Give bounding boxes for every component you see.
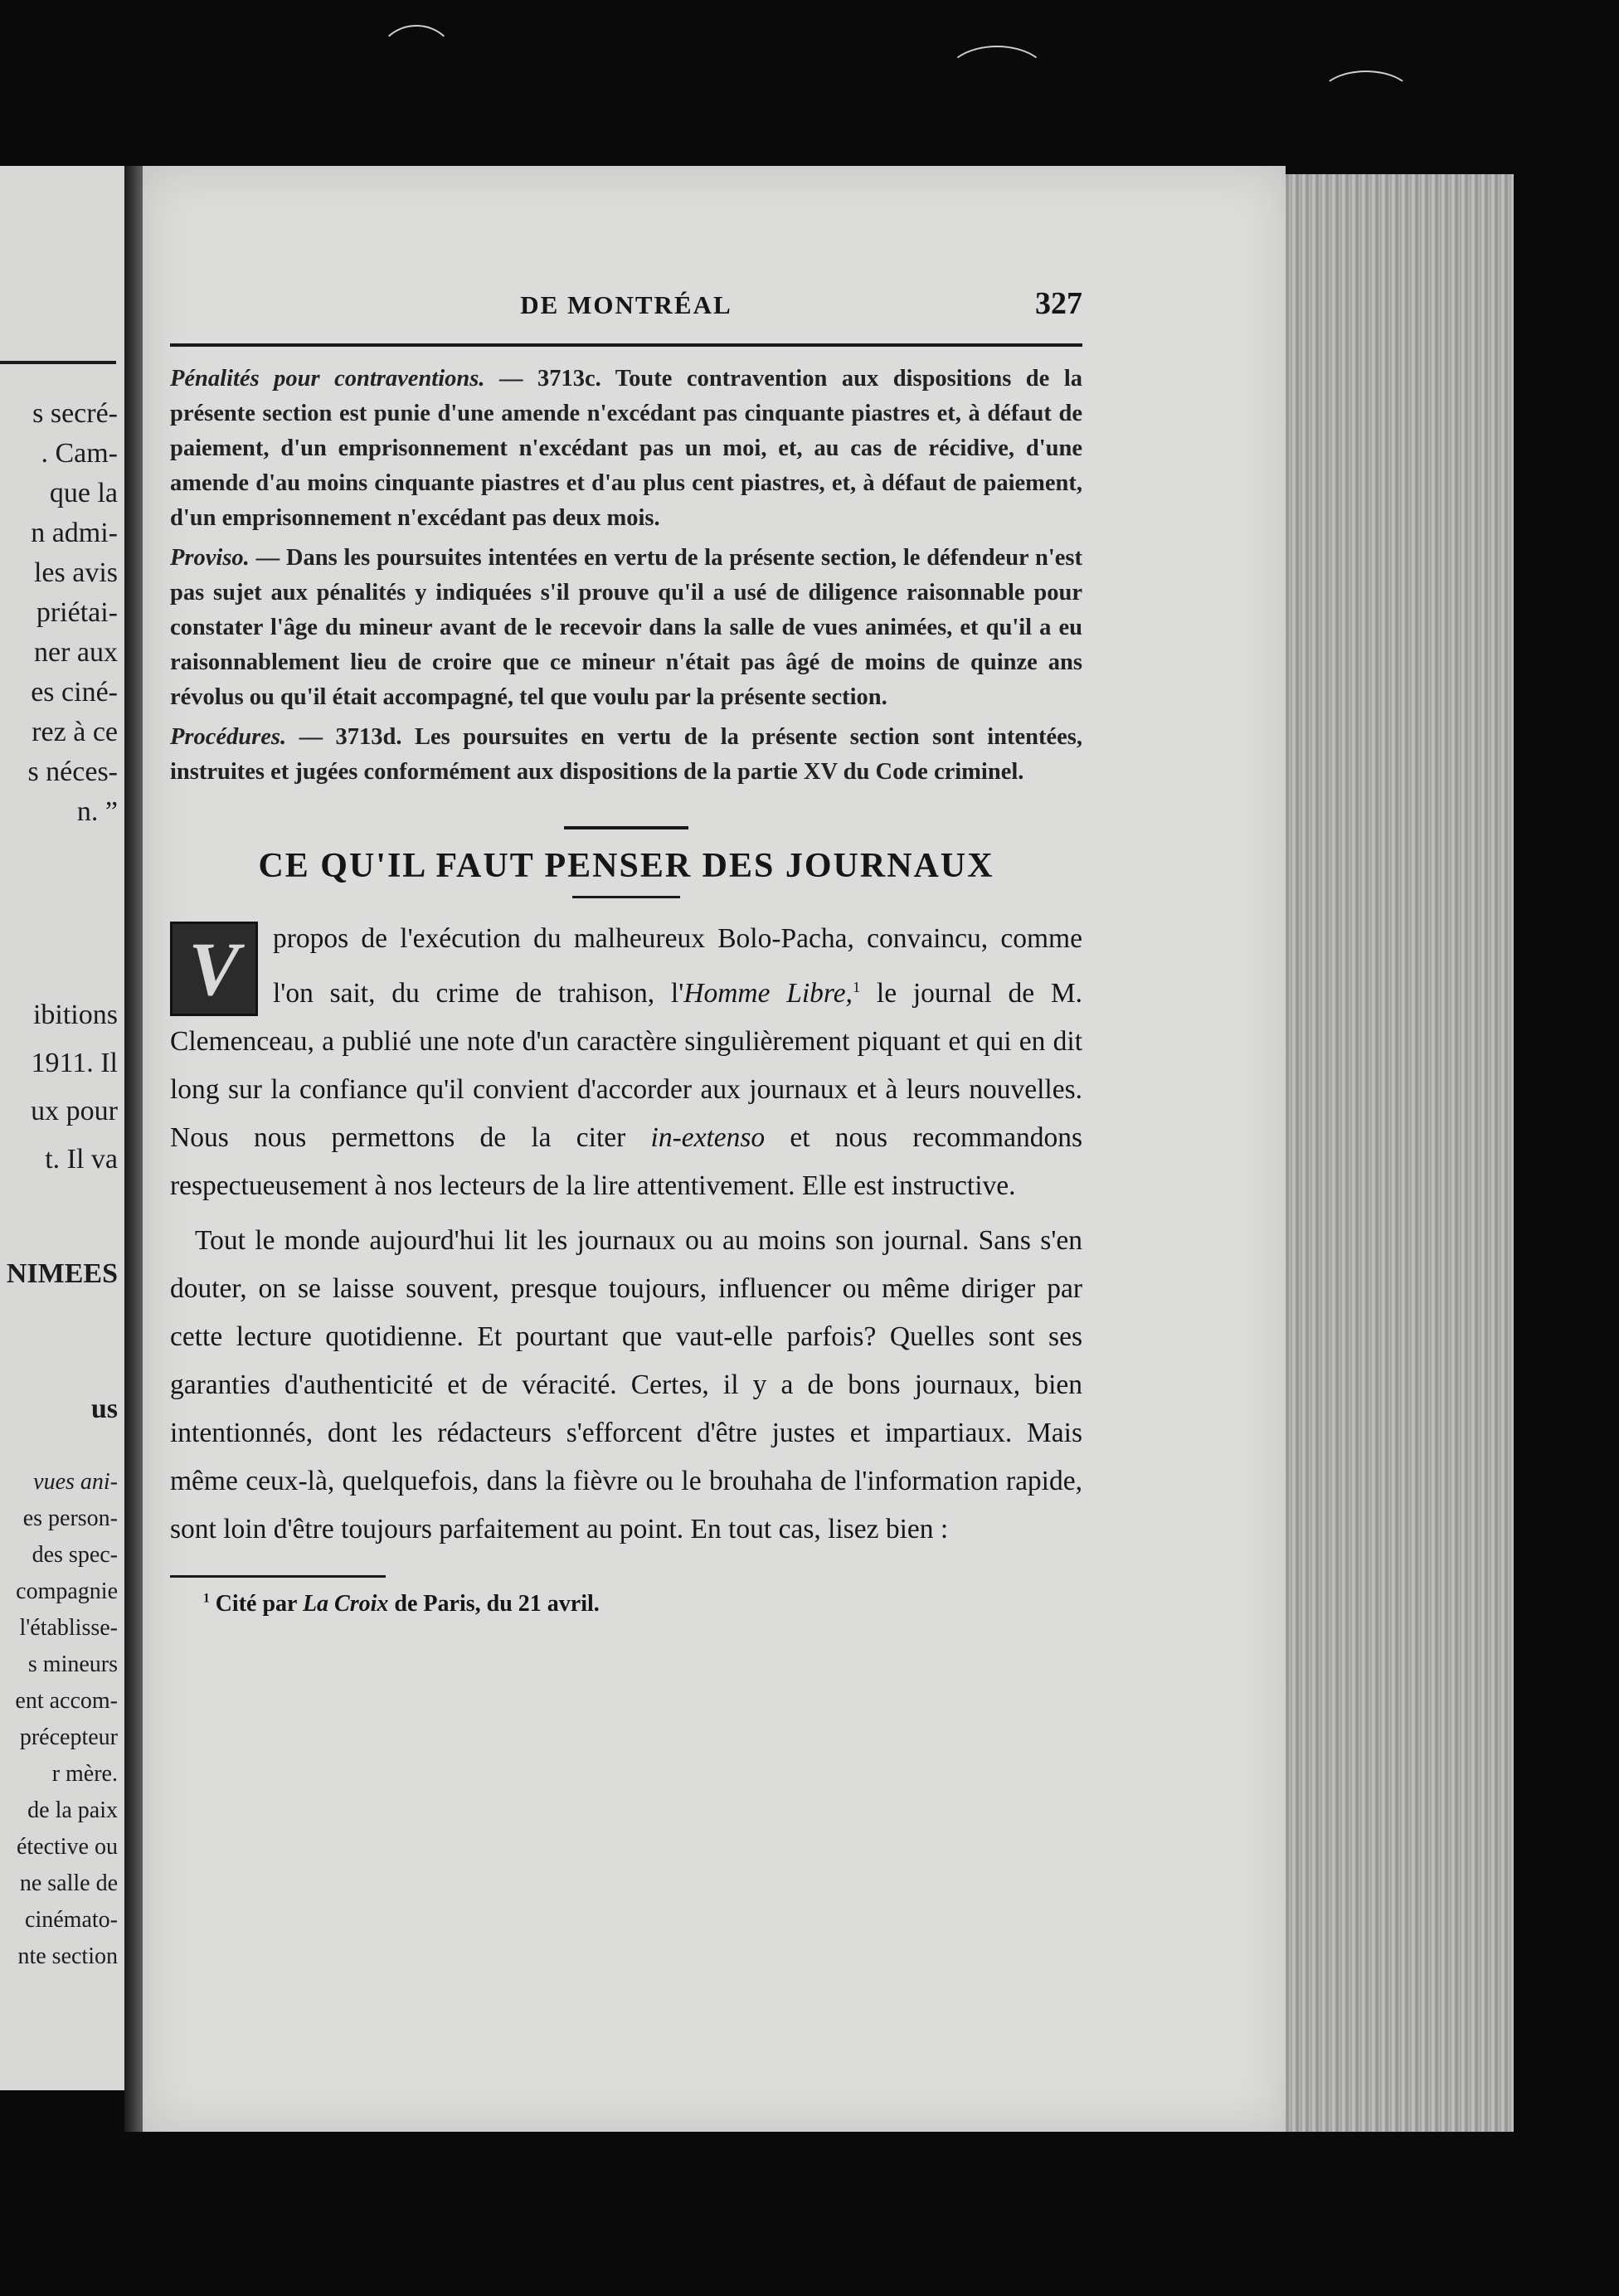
footnote-reference: 1 [852, 979, 861, 995]
left-fragment: les avis [33, 557, 118, 588]
footnote-marker: 1 [203, 1591, 210, 1606]
left-fragment: t. Il va [45, 1144, 118, 1175]
film-scratch [377, 25, 455, 95]
page-number: 327 [1035, 286, 1082, 321]
footnote-text: Cité par [209, 1591, 303, 1617]
left-fragment: us [90, 1394, 118, 1424]
left-fragment: n. ” [76, 796, 118, 827]
left-fragment: l'établisse- [19, 1615, 118, 1641]
left-fragment: s néces- [27, 756, 118, 787]
left-facing-page [0, 166, 128, 2090]
left-fragment: r mère. [51, 1761, 118, 1787]
initial-letter: V [188, 927, 240, 1011]
body-text: propos de l'exécution du malheureux Bolo-Pacha, convaincu, comme l'on sait, du crime de trahison, l' [273, 923, 1082, 1009]
left-fragment: . Cam- [41, 438, 118, 469]
proviso-paragraph [170, 541, 1082, 715]
paragraph-lead: Pénalités pour contraventions. [170, 366, 485, 392]
body-paragraph [170, 915, 1082, 1210]
body-text: et nous recommandons respectueusement à nos lecteurs de la lire attentivement. Elle est instructive. [170, 1122, 1082, 1202]
decorative-initial [170, 922, 258, 1016]
paragraph-lead: Proviso. [170, 545, 250, 571]
left-fragment: des spec- [32, 1542, 118, 1568]
latin-phrase: in-extenso [650, 1122, 766, 1154]
body-paragraph: Tout le monde aujourd'hui lit les journaux ou au moins son journal. Sans s'en douter, on se laisse souvent, presque toujours, influencer ou même diriger par cette lecture quotidienne. Et pourtant que vaut-elle parfois? Quelles sont ses garanties d'authenticité et de véracité. Certes, il y a de bons journaux, bien intentionnés, dont les rédacteurs s'efforcent d'être justes et impartiaux. Mais même ceux-là, quelquefois, dans la fièvre ou le brouhaha de l'information rapide, sont loin d'être toujours parfaitement au point. En tout cas, lisez bien : [170, 1225, 1082, 1545]
paragraph-text: — Dans les poursuites intentées en vertu de la présente section, le défendeur n'est pas sujet aux pénalités y indiquées s'il prouve qu'il a usé de diligence raisonnable pour constater l'âge du mineur avant de le recevoir dans la salle de vues animées, et qu'il a eu raisonnablement lieu de croire que ce mineur n'était pas âgé de moins de quinze ans révolus ou qu'il était accompagné, tel que voulu par la présente section. [170, 545, 1082, 710]
left-fragment: s mineurs [27, 1651, 118, 1677]
left-fragment: priétai- [36, 597, 118, 628]
newspaper-name: Homme Libre, [683, 978, 853, 1009]
header-rule [170, 343, 1082, 347]
left-fragment: ner aux [33, 637, 118, 668]
paragraph-lead: Procédures. [170, 724, 287, 750]
left-fragment: de la paix [27, 1797, 118, 1823]
section-title: CE QU'IL FAUT PENSER DES JOURNAUX [258, 847, 994, 885]
left-fragment: ne salle de [19, 1870, 118, 1896]
left-fragment: cinémato- [25, 1907, 118, 1933]
left-page-rule [0, 361, 116, 364]
footnote [203, 1591, 1082, 1617]
running-title: DE MONTRÉAL [520, 290, 732, 319]
left-fragment: es ciné- [31, 677, 118, 708]
left-fragment: précepteur [19, 1724, 118, 1750]
film-scratch [1319, 71, 1413, 124]
left-fragment: vues ani- [33, 1469, 118, 1495]
body-text: le journal de M. Clemenceau, a publié une note d'un caractère singulièrement piquant et qui en dit long sur la confiance qu'il convient d'accorder aux journaux et à leurs nouvelles. Nous nous permettons de la citer [170, 978, 1082, 1154]
left-fragment: rez à ce [32, 717, 118, 747]
paragraph-text: — 3713d. Les poursuites en vertu de la présente section sont intentées, instruites et jugées conformément aux dispositions de la partie XV du Code criminel. [170, 724, 1082, 785]
penalties-paragraph [170, 362, 1082, 536]
left-fragment: ux pour [31, 1096, 118, 1126]
left-fragment: NIMEES [6, 1258, 118, 1289]
left-fragment: compagnie [16, 1578, 118, 1604]
footnote-rule [170, 1575, 386, 1578]
left-fragment: nte section [17, 1943, 118, 1969]
left-fragment: ent accom- [15, 1688, 118, 1714]
left-fragment: n admi- [31, 518, 118, 548]
left-fragment: 1911. Il [31, 1048, 118, 1078]
page-edges [1261, 174, 1514, 2132]
left-fragment: que la [49, 478, 118, 508]
footnote-text: de Paris, du 21 avril. [388, 1591, 600, 1617]
left-fragment: s secré- [32, 398, 118, 429]
left-fragment: es person- [22, 1506, 118, 1531]
page-content [170, 286, 1082, 1617]
title-underline [572, 896, 680, 898]
running-head [170, 286, 1082, 332]
procedures-paragraph [170, 720, 1082, 790]
left-fragment: ibitions [32, 1000, 118, 1030]
section-separator [564, 826, 688, 829]
footnote-source: La Croix [302, 1591, 389, 1617]
film-scratch [946, 46, 1048, 107]
paragraph-text: — 3713c. Toute contravention aux dispositions de la présente section est punie d'une amende n'excédant pas cinquante piastres et, à défaut de paiement, d'un emprisonnement n'excédant pas un moi, et, au cas de récidive, d'une amende d'au moins cinquante piastres et d'au plus cent piastres, et, à défaut de paiement, d'un emprisonnement n'excédant pas deux mois. [170, 366, 1082, 531]
left-fragment: étective ou [16, 1834, 118, 1860]
